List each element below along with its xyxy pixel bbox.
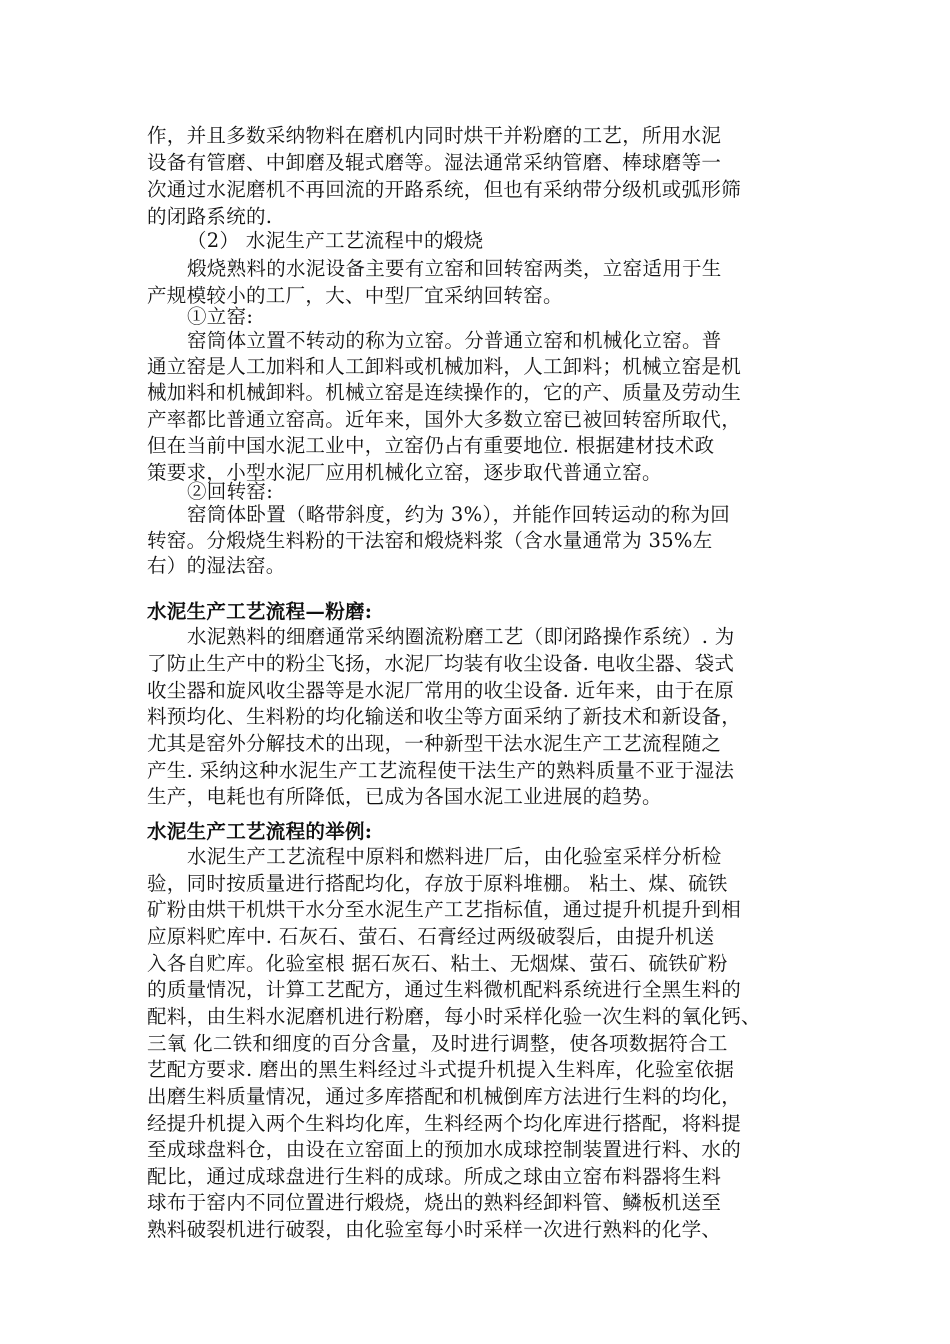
body-text-line: 转窑。分煅烧生料粉的干法窑和煅烧料浆（含水量通常为 35%左 bbox=[147, 529, 713, 552]
body-text-line: 应原料贮库中. 石灰石、萤石、石膏经过两级破裂后，由提升机送 bbox=[147, 925, 715, 948]
paragraph-first-line: 窑筒体立置不转动的称为立窑。分普通立窑和机械化立窑。普 bbox=[187, 329, 722, 352]
body-text-line: 作，并且多数采纳物料在磨机内同时烘干并粉磨的工艺，所用水泥 bbox=[147, 124, 722, 147]
body-text-line: 策要求，小型水泥厂应用机械化立窑，逐步取代普通立窑。 bbox=[147, 461, 662, 484]
body-text-line: 产生. 采纳这种水泥生产工艺流程使干法生产的熟料质量不亚于湿法 bbox=[147, 759, 735, 782]
body-text-line: 械加料和机械卸料。机械立窑是连续操作的，它的产、质量及劳动生 bbox=[147, 381, 742, 404]
body-text-line: 设备有管磨、中卸磨及辊式磨等。湿法通常采纳管磨、棒球磨等一 bbox=[147, 151, 722, 174]
body-text-line: 生产，电耗也有所降低，已成为各国水泥工业进展的趋势。 bbox=[147, 785, 662, 808]
body-text-line: 熟料破裂机进行破裂，由化验室每小时采样一次进行熟料的化学、 bbox=[147, 1218, 722, 1241]
body-text-line: 验，同时按质量进行搭配均化，存放于原料堆棚。 粘土、煤、硫铁 bbox=[147, 872, 728, 895]
section-heading-grinding: 水泥生产工艺流程—粉磨: bbox=[147, 600, 373, 623]
body-text-line: 了防止生产中的粉尘飞扬，水泥厂均装有收尘设备. 电收尘器、袋式 bbox=[147, 652, 735, 675]
body-text-line: 产率都比普通立窑高。近年来，国外大多数立窑已被回转窑所取代， bbox=[147, 408, 742, 431]
paragraph-first-line: 窑筒体卧置（略带斜度，约为 3%），并能作回转运动的称为回 bbox=[187, 503, 731, 526]
subsection-heading: （2） 水泥生产工艺流程中的煅烧 bbox=[187, 229, 484, 252]
paragraph-first-line: 水泥熟料的细磨通常采纳圈流粉磨工艺（即闭路操作系统）. 为 bbox=[187, 625, 735, 648]
body-text-line: 出磨生料质量情况，通过多库搭配和机械倒库方法进行生料的均化， bbox=[147, 1085, 742, 1108]
body-text-line: 料预均化、生料粉的均化输送和收尘等方面采纳了新技术和新设备， bbox=[147, 705, 742, 728]
body-text-line: 配比，通过成球盘进行生料的成球。所成之球由立窑布料器将生料 bbox=[147, 1165, 722, 1188]
list-label-vertical-kiln: ①立窑: bbox=[187, 305, 254, 328]
body-text-line: 至成球盘料仓，由设在立窑面上的预加水成球控制装置进行料、水的 bbox=[147, 1138, 742, 1161]
body-text-line: 入各自贮库。化验室根 据石灰石、粘土、无烟煤、萤石、硫铁矿粉 bbox=[147, 952, 728, 975]
paragraph-first-line: 煅烧熟料的水泥设备主要有立窑和回转窑两类，立窑适用于生 bbox=[187, 257, 722, 280]
body-text-line: 艺配方要求. 磨出的黑生料经过斗式提升机提入生料库，化验室依据 bbox=[147, 1058, 735, 1081]
body-text-line: 三氧 化二铁和细度的百分含量，及时进行调整，使各项数据符合工 bbox=[147, 1032, 728, 1055]
section-heading-example: 水泥生产工艺流程的举例: bbox=[147, 820, 373, 843]
list-label-rotary-kiln: ②回转窑: bbox=[187, 480, 274, 503]
body-text-line: 通立窑是人工加料和人工卸料或机械加料，人工卸料；机械立窑是机 bbox=[147, 355, 742, 378]
body-text-line: 配料，由生料水泥磨机进行粉磨，每小时采样化验一次生料的氧化钙、 bbox=[147, 1005, 761, 1028]
body-text-line: 球布于窑内不同位置进行煅烧，烧出的熟料经卸料管、鳞板机送至 bbox=[147, 1191, 722, 1214]
body-text-line: 右）的湿法窑。 bbox=[147, 554, 286, 577]
body-text-line: 经提升机提入两个生料均化库，生料经两个均化库进行搭配，将料提 bbox=[147, 1112, 742, 1135]
body-text-line: 的质量情况，计算工艺配方，通过生料微机配料系统进行全黑生料的 bbox=[147, 978, 742, 1001]
body-text-line: 矿粉由烘干机烘干水分至水泥生产工艺指标值，通过提升机提升到相 bbox=[147, 898, 742, 921]
body-text-line: 次通过水泥磨机不再回流的开路系统，但也有采纳带分级机或弧形筛 bbox=[147, 178, 742, 201]
body-text-line: 收尘器和旋风收尘器等是水泥厂常用的收尘设备. 近年来，由于在原 bbox=[147, 679, 735, 702]
body-text-line: 尤其是窑外分解技术的出现，一种新型干法水泥生产工艺流程随之 bbox=[147, 732, 722, 755]
body-text-line: 产规模较小的工厂，大、中型厂宜采纳回转窑。 bbox=[147, 284, 563, 307]
body-text-line: 但在当前中国水泥工业中，立窑仍占有重要地位. 根据建材技术政 bbox=[147, 434, 715, 457]
paragraph-first-line: 水泥生产工艺流程中原料和燃料进厂后，由化验室采样分析检 bbox=[187, 845, 722, 868]
body-text-line: 的闭路系统的. bbox=[147, 205, 273, 228]
